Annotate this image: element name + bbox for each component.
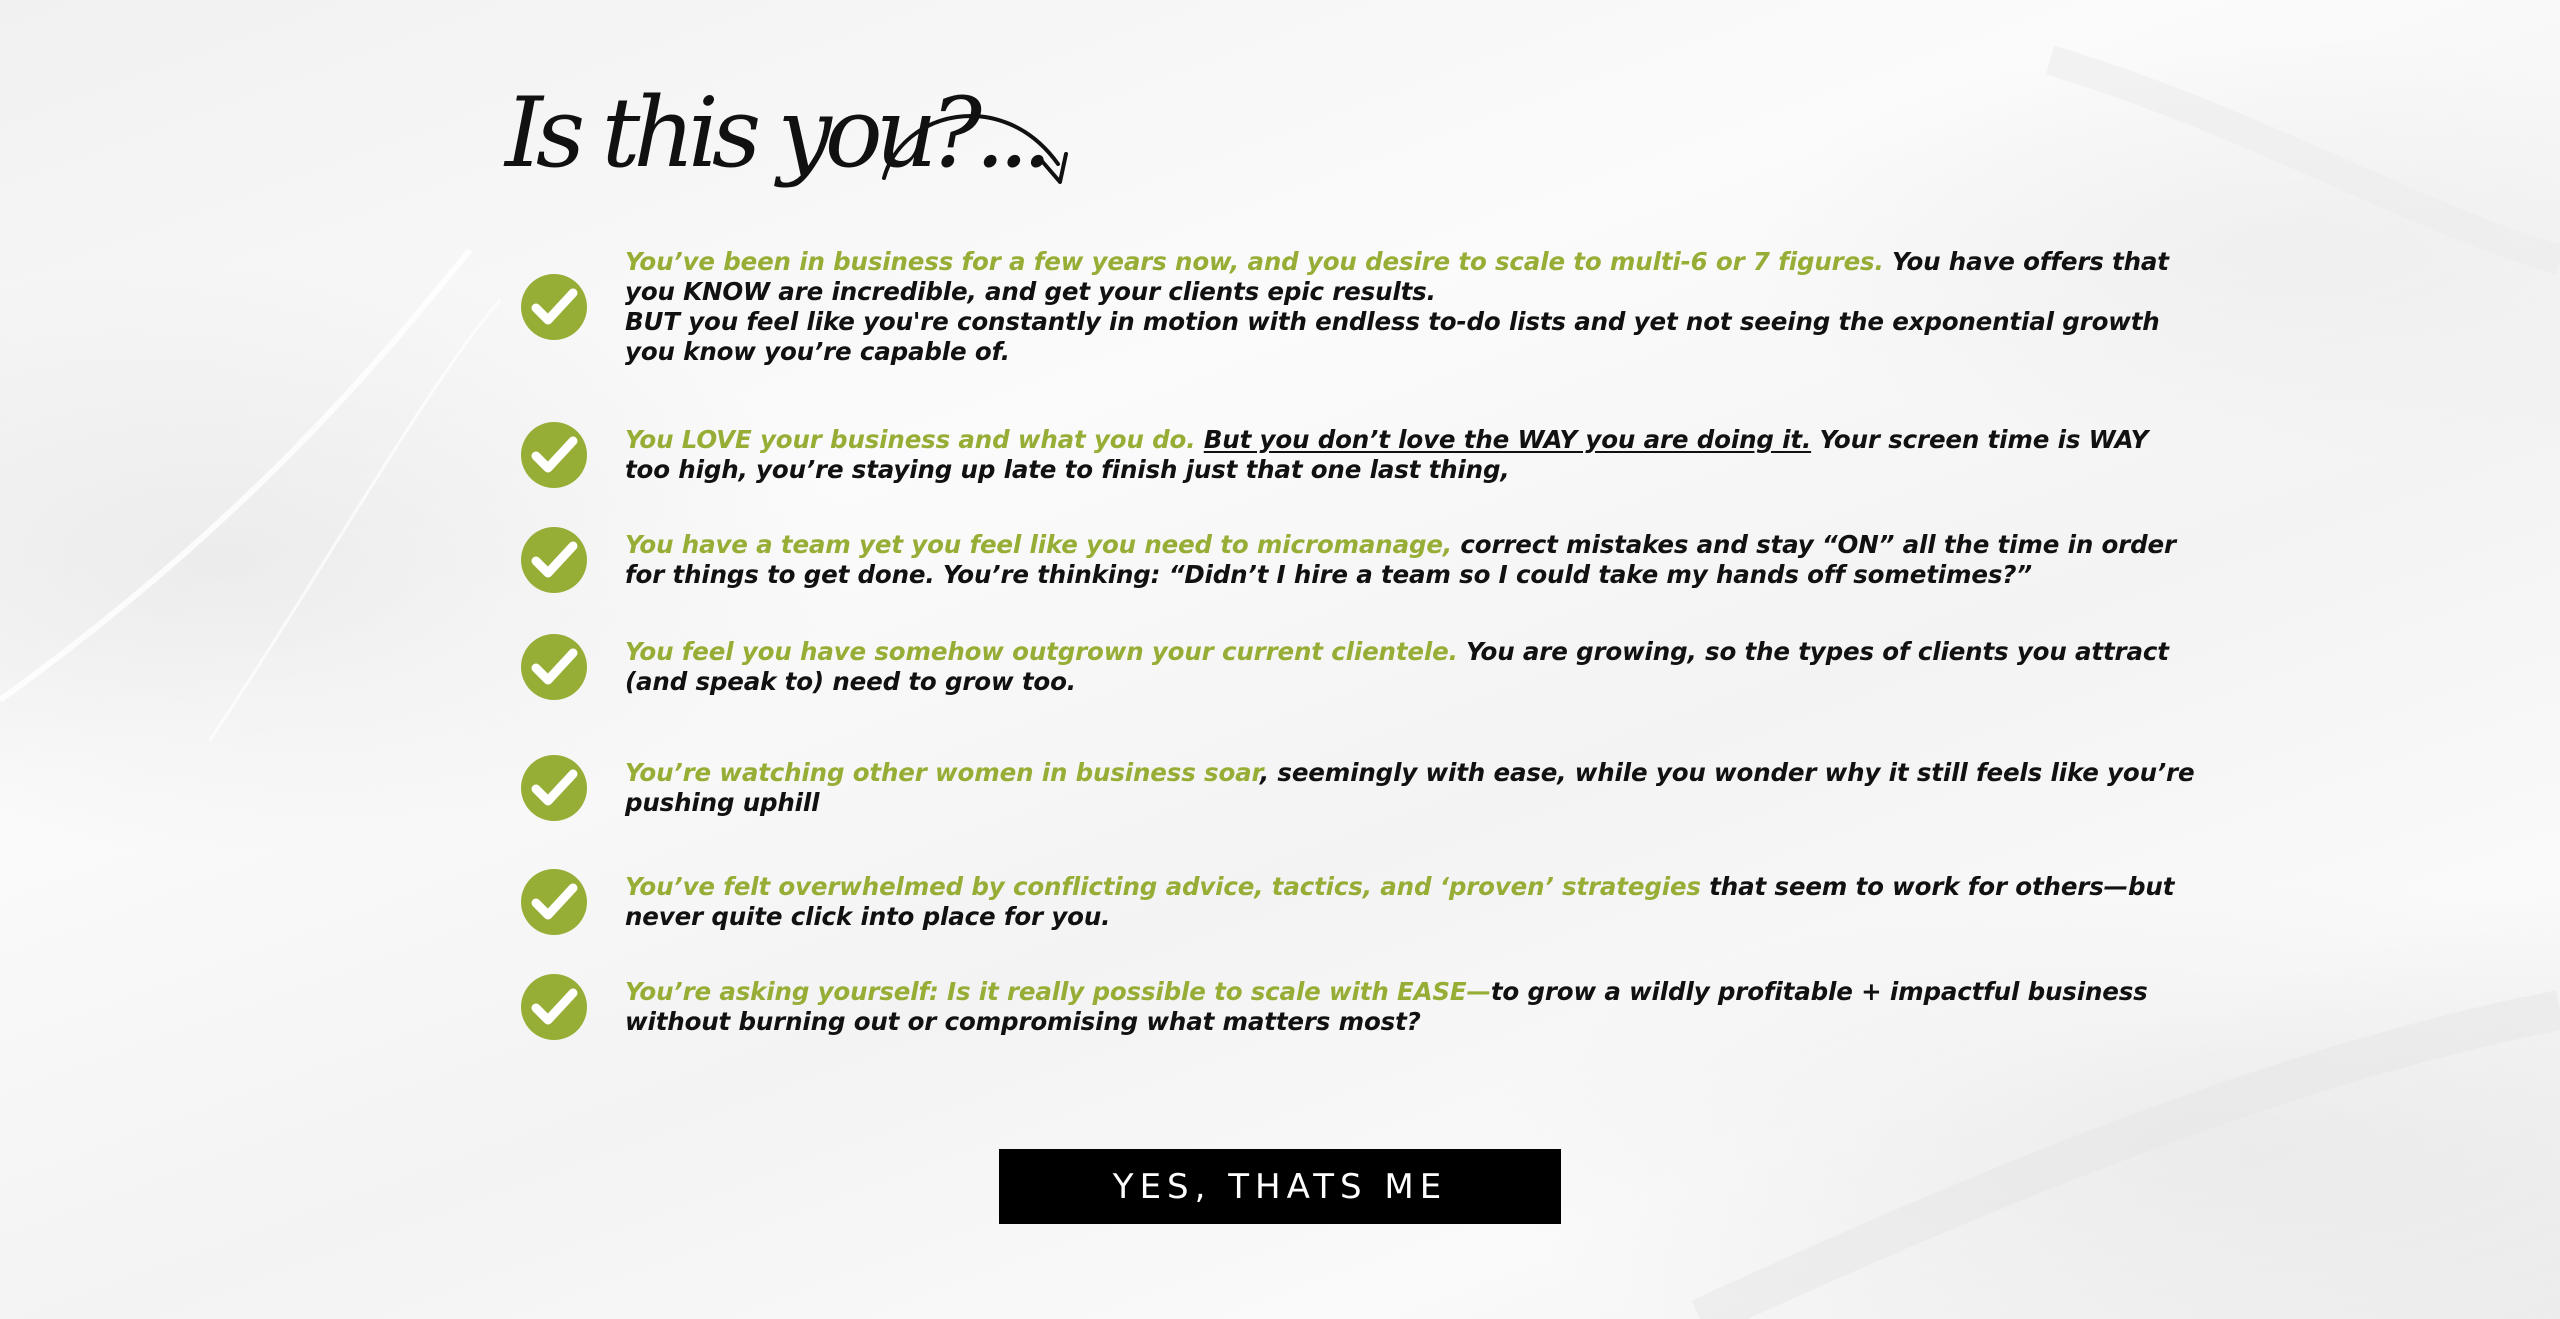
list-item [520,238,2200,375]
item-body: that seem to work for others—but never quite click into place for you. [625,871,2175,931]
list-item [520,970,2200,1043]
item-text [625,758,2200,818]
item-underlined-text: But you don’t love the WAY you are doing it. [1203,424,1812,454]
yes-thats-me-button[interactable]: YES, THATS ME [999,1149,1561,1224]
item-highlight: You feel you have somehow outgrown your current clientele. [625,636,1458,666]
item-text [625,530,2200,590]
check-circle-icon [520,633,588,701]
item-highlight: You’ve felt overwhelmed by conflicting advice, tactics, and ‘proven’ strategies [625,871,1701,901]
list-item [520,865,2200,938]
item-body: You have offers that you KNOW are incredible, and get your clients epic results. [625,246,2169,306]
list-item [520,418,2200,491]
check-circle-icon [520,754,588,822]
item-text [625,872,2200,932]
item-body: correct mistakes and stay “ON” all the time in order for things to get done. You’re thinking: “Didn’t I hire a team so I could take my hands off sometimes?” [625,529,2176,589]
check-circle-icon [520,421,588,489]
item-body: to grow a wildly profitable + impactful business without burning out or compromising what matters most? [625,976,2148,1036]
item-body: , seemingly with ease, while you wonder why it still feels like you’re pushing uphill [625,757,2195,817]
item-highlight: You’re asking yourself: Is it really possible to scale with EASE— [625,976,1491,1006]
item-body: You are growing, so the types of clients you attract (and speak to) need to grow too. [625,636,2169,696]
item-text [625,977,2200,1037]
item-highlight: You LOVE your business and what you do. [625,424,1196,454]
item-highlight: You’re watching other women in business soar [625,757,1260,787]
headline: Is this you?... [505,77,1046,189]
check-circle-icon [520,526,588,594]
item-body-continued: BUT you feel like you're constantly in motion with endless to-do lists and yet not seeing the exponential growth you know you’re capable of. [625,306,2160,366]
item-text [625,247,2200,367]
item-highlight: You’ve been in business for a few years now, and you desire to scale to multi-6 or 7 figures. [625,246,1884,276]
check-circle-icon [520,273,588,341]
item-highlight: You have a team yet you feel like you need to micromanage, [625,529,1452,559]
item-text [625,637,2200,697]
list-item [520,751,2200,824]
list-item [520,523,2200,596]
check-circle-icon [520,973,588,1041]
curved-arrow-icon [880,94,1080,189]
list-item [520,630,2200,703]
check-circle-icon [520,868,588,936]
item-text [625,425,2200,485]
headline-group [505,78,1105,188]
item-body: Your screen time is WAY too high, you’re staying up late to finish just that one last thing, [625,424,2149,484]
